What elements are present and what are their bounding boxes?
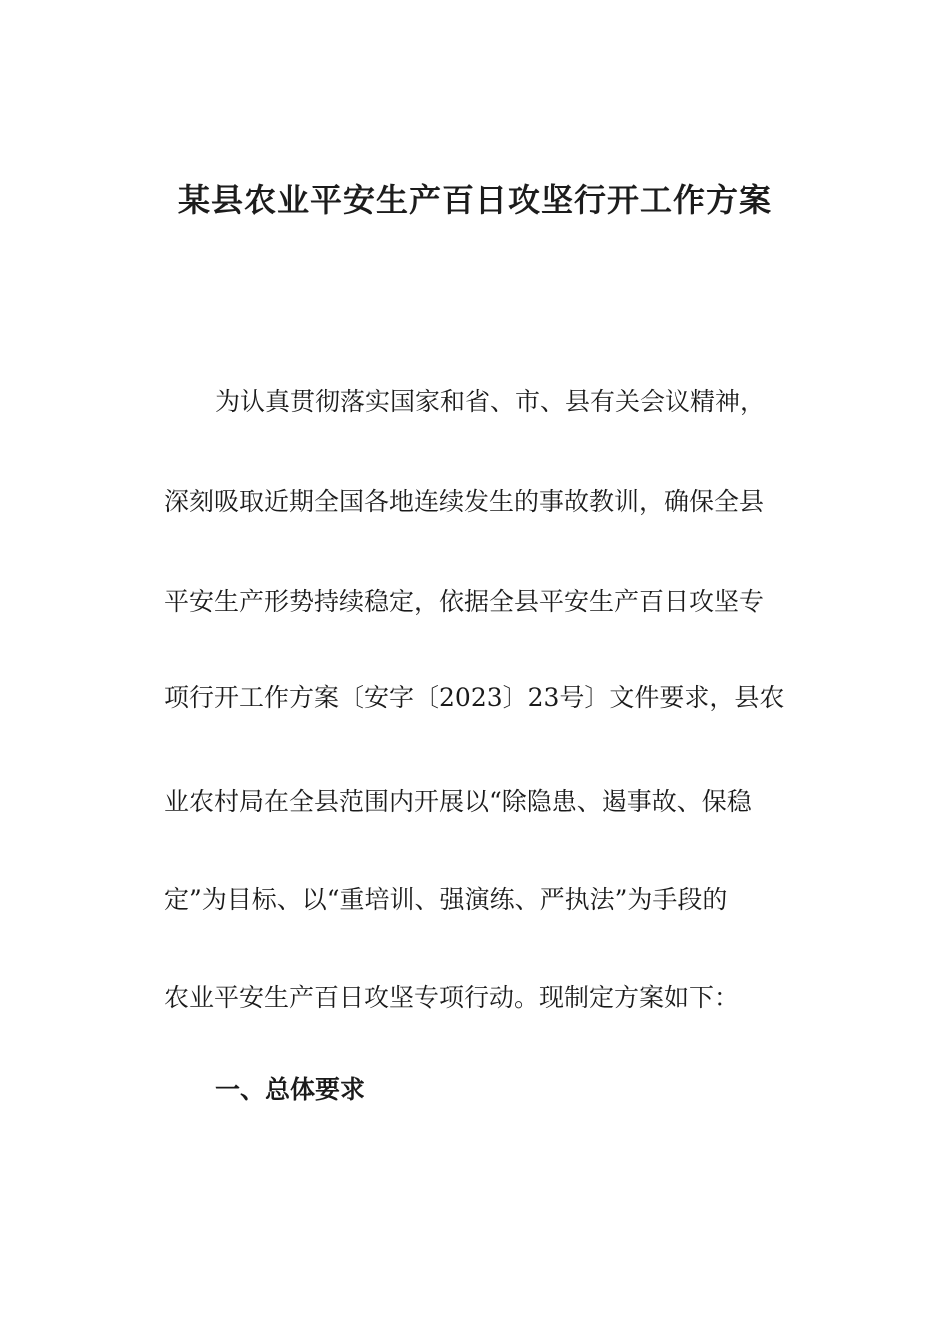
paragraph-line: 农业平安生产百日攻坚专项行动。现制定方案如下： — [164, 983, 740, 1012]
section-heading: 一、总体要求 — [215, 1075, 366, 1104]
paragraph-line: 项行开工作方案〔安字〔2023〕23号〕文件要求，县农 — [164, 683, 785, 712]
paragraph-line: 业农村局在全县范围内开展以“除隐患、遏事故、保稳 — [164, 787, 752, 816]
document-title: 某县农业平安生产百日攻坚行开工作方案 — [177, 181, 772, 219]
paragraph-line: 平安生产形势持续稳定，依据全县平安生产百日攻坚专 — [164, 587, 765, 616]
paragraph-line: 定”为目标、以“重培训、强演练、严执法”为手段的 — [164, 885, 728, 914]
paragraph-line: 为认真贯彻落实国家和省、市、县有关会议精神， — [215, 387, 766, 416]
paragraph-line: 深刻吸取近期全国各地连续发生的事故教训，确保全县 — [164, 487, 765, 516]
